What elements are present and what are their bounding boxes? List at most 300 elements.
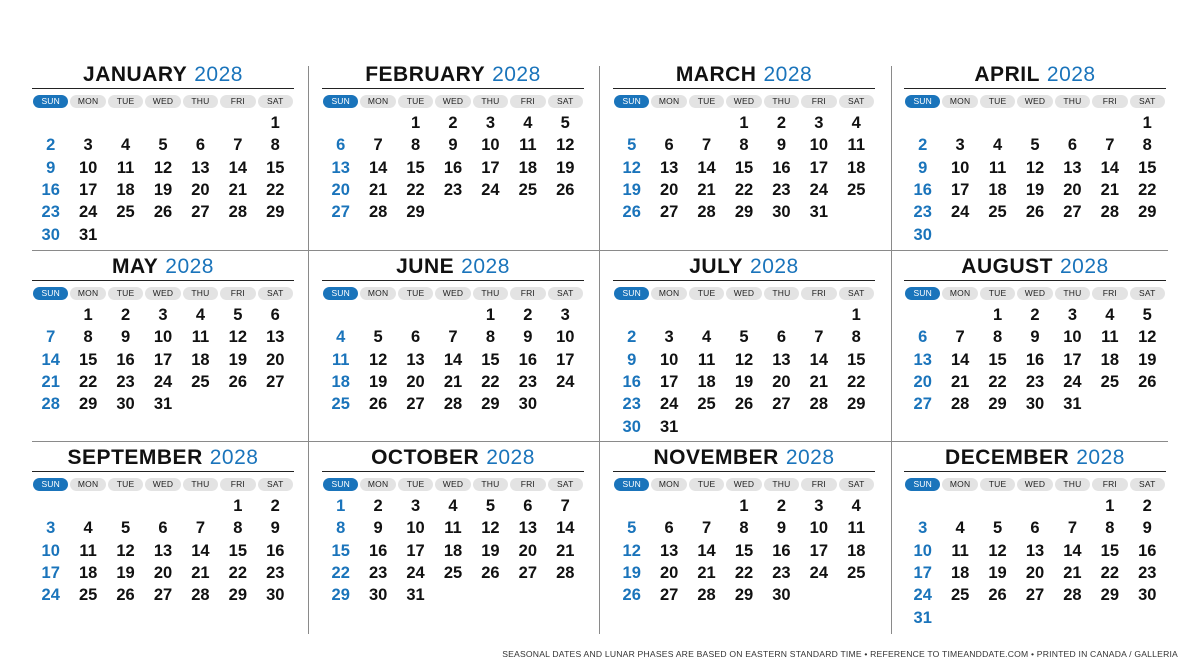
- day-cell: 15: [734, 158, 754, 177]
- weekday-fri: FRI: [510, 95, 545, 108]
- month-year: 2028: [1076, 446, 1125, 469]
- day-cell: 18: [1100, 350, 1120, 369]
- month-title: [613, 63, 875, 87]
- day-cell: 11: [191, 328, 210, 347]
- day-cell: 19: [734, 372, 754, 391]
- day-cell: 26: [622, 586, 641, 605]
- day-cell: 19: [556, 158, 575, 177]
- weekday-fri: FRI: [1092, 95, 1127, 108]
- weekday-tue: TUE: [980, 478, 1015, 491]
- day-cell: 23: [913, 203, 932, 222]
- day-cell: 4: [1105, 306, 1115, 324]
- title-rule: [32, 280, 294, 281]
- day-cell: 28: [443, 395, 463, 414]
- day-cell: 10: [809, 136, 829, 155]
- day-cell: 2: [120, 306, 131, 324]
- month-year: 2028: [750, 255, 799, 278]
- day-cell: 5: [627, 136, 637, 155]
- day-cell: 6: [410, 328, 421, 347]
- day-cell: 9: [776, 136, 786, 155]
- day-cell: 9: [627, 350, 637, 369]
- day-cell: 29: [1138, 203, 1157, 222]
- weekday-sat: SAT: [1130, 478, 1165, 491]
- day-cell: 30: [116, 395, 135, 414]
- day-cell: 20: [659, 180, 679, 199]
- weekday-tue: TUE: [108, 287, 143, 300]
- day-cell: 21: [809, 372, 829, 391]
- day-cell: 25: [331, 395, 350, 414]
- month-name: NOVEMBER: [653, 446, 779, 469]
- day-cell: 18: [443, 541, 463, 560]
- day-cell: 13: [1025, 541, 1045, 560]
- day-cell: 3: [664, 328, 674, 347]
- weekday-sat: SAT: [548, 95, 583, 108]
- weekday-thu: THU: [183, 478, 218, 491]
- day-cell: 31: [809, 203, 829, 222]
- day-cell: 16: [1138, 541, 1157, 560]
- weekday-sat: SAT: [258, 287, 293, 300]
- day-cell: 22: [481, 372, 500, 391]
- day-cell: 14: [368, 158, 388, 177]
- day-cell: 7: [955, 328, 965, 347]
- day-cell: 5: [373, 328, 383, 347]
- weekday-fri: FRI: [510, 287, 545, 300]
- weekday-wed: WED: [435, 95, 470, 108]
- day-cell: 3: [83, 136, 93, 155]
- day-cell: 26: [988, 586, 1007, 605]
- weekday-mon: MON: [360, 287, 395, 300]
- day-cell: 20: [772, 372, 791, 391]
- month-year: 2028: [165, 255, 214, 278]
- month-name: MAY: [112, 255, 159, 278]
- title-rule: [904, 88, 1166, 89]
- day-cell: 20: [659, 563, 679, 582]
- day-cell: 8: [83, 328, 93, 347]
- weekday-tue: TUE: [980, 287, 1015, 300]
- day-cell: 25: [191, 372, 210, 391]
- weekday-fri: FRI: [510, 478, 545, 491]
- day-cell: 17: [153, 350, 173, 369]
- day-cell: 10: [1063, 328, 1082, 347]
- day-cell: 20: [1063, 180, 1082, 199]
- day-cell: 10: [809, 519, 829, 538]
- day-cell: 9: [1142, 519, 1152, 538]
- day-cell: 17: [406, 541, 425, 560]
- day-cell: 11: [79, 541, 97, 560]
- weekday-mon: MON: [651, 287, 686, 300]
- day-cell: 1: [992, 306, 1003, 324]
- weekday-wed: WED: [145, 478, 180, 491]
- day-cell: 27: [153, 586, 173, 605]
- weekday-thu: THU: [183, 287, 218, 300]
- day-cell: 12: [988, 541, 1007, 560]
- day-cell: 15: [78, 350, 98, 369]
- day-cell: 14: [1063, 541, 1082, 560]
- day-cell: 16: [518, 350, 538, 369]
- day-cell: 19: [228, 350, 248, 369]
- day-cell: 27: [266, 372, 285, 391]
- weekday-header-row: [322, 95, 584, 108]
- day-cell: 17: [556, 350, 575, 369]
- day-cell: 24: [809, 180, 829, 199]
- day-cell: 13: [191, 158, 210, 177]
- day-cell: 23: [1138, 563, 1157, 582]
- day-cell: 16: [913, 180, 932, 199]
- day-cell: 16: [772, 541, 791, 560]
- day-cell: 21: [1100, 180, 1120, 199]
- month-name: APRIL: [974, 63, 1040, 86]
- day-cell: 28: [1100, 203, 1120, 222]
- day-cell: 23: [266, 563, 285, 582]
- day-cell: 23: [772, 180, 791, 199]
- day-cell: 1: [270, 114, 280, 132]
- day-cell: 28: [556, 563, 575, 582]
- weekday-fri: FRI: [220, 478, 255, 491]
- day-cell: 28: [41, 395, 60, 414]
- month-year: 2028: [1046, 63, 1096, 86]
- day-cell: 12: [622, 158, 641, 177]
- column-divider: [599, 66, 600, 634]
- day-cell: 23: [116, 372, 135, 391]
- day-cell: 26: [556, 180, 575, 199]
- weekday-tue: TUE: [108, 478, 143, 491]
- weekday-sat: SAT: [548, 287, 583, 300]
- day-cell: 31: [1063, 395, 1082, 414]
- weekday-wed: WED: [435, 478, 470, 491]
- weekday-header-row: [904, 287, 1166, 300]
- weekday-wed: WED: [726, 95, 761, 108]
- weekday-thu: THU: [1055, 287, 1090, 300]
- day-cell: 4: [955, 519, 965, 538]
- day-cell: 17: [659, 372, 679, 391]
- day-cell: 20: [331, 180, 350, 199]
- weekday-mon: MON: [651, 95, 686, 108]
- day-cell: 24: [406, 563, 425, 582]
- day-cell: 26: [368, 395, 388, 414]
- day-cell: 12: [481, 519, 500, 538]
- day-cell: 25: [950, 586, 970, 605]
- day-cell: 17: [809, 158, 829, 177]
- weekday-wed: WED: [726, 478, 761, 491]
- day-cell: 28: [228, 203, 248, 222]
- day-cell: 3: [560, 306, 570, 324]
- day-cell: 26: [622, 203, 641, 222]
- weekday-sun: SUN: [614, 95, 649, 108]
- day-cell: 29: [228, 586, 248, 605]
- day-cell: 12: [734, 350, 754, 369]
- weekday-tue: TUE: [980, 95, 1015, 108]
- day-cell: 21: [228, 180, 248, 199]
- day-cell: 28: [697, 586, 716, 605]
- month-year: 2028: [763, 63, 813, 86]
- day-cell: 3: [46, 519, 56, 538]
- day-cell: 7: [1105, 136, 1115, 155]
- column-divider: [308, 66, 309, 634]
- day-cell: 9: [373, 519, 383, 538]
- day-cell: 8: [233, 519, 243, 538]
- month-year: 2028: [209, 446, 259, 469]
- day-cell: 7: [701, 519, 712, 538]
- weekday-fri: FRI: [1092, 478, 1127, 491]
- weekday-wed: WED: [1017, 478, 1052, 491]
- weekday-fri: FRI: [1092, 287, 1127, 300]
- day-cell: 16: [368, 541, 388, 560]
- month-may: [32, 250, 294, 440]
- month-year: 2028: [486, 446, 535, 469]
- weekday-sun: SUN: [614, 478, 649, 491]
- month-title: [322, 63, 584, 87]
- day-cell: 17: [1063, 350, 1082, 369]
- day-cell: 3: [410, 497, 421, 515]
- day-cell: 29: [331, 586, 350, 605]
- day-cell: 6: [1067, 136, 1077, 155]
- weekday-wed: WED: [435, 287, 470, 300]
- weekday-sun: SUN: [33, 95, 68, 108]
- day-cell: 15: [734, 541, 754, 560]
- day-cell: 30: [772, 586, 791, 605]
- day-cell: 6: [918, 328, 928, 347]
- day-cell: 6: [664, 519, 674, 538]
- weekday-mon: MON: [942, 95, 977, 108]
- day-cell: 14: [41, 350, 60, 369]
- day-cell: 1: [1105, 497, 1115, 515]
- day-cell: 22: [734, 180, 754, 199]
- month-year: 2028: [1059, 255, 1109, 278]
- day-cell: 7: [701, 136, 712, 155]
- day-cell: 5: [739, 328, 749, 347]
- day-cell: 12: [228, 328, 248, 347]
- day-cell: 3: [814, 114, 824, 132]
- weekday-sun: SUN: [323, 287, 358, 300]
- day-cell: 7: [448, 328, 458, 347]
- day-cell: 30: [518, 395, 538, 414]
- day-cell: 3: [1067, 306, 1077, 324]
- day-cell: 2: [270, 497, 280, 515]
- weekday-fri: FRI: [220, 287, 255, 300]
- row-divider: [32, 441, 1168, 442]
- day-cell: 27: [518, 563, 538, 582]
- day-cell: 8: [410, 136, 421, 155]
- day-cell: 12: [1025, 158, 1045, 177]
- day-cell: 7: [814, 328, 824, 347]
- day-cell: 29: [734, 586, 754, 605]
- day-cell: 24: [556, 372, 575, 391]
- month-name: AUGUST: [961, 255, 1053, 278]
- day-cell: 3: [485, 114, 495, 132]
- day-cell: 13: [266, 328, 285, 347]
- title-rule: [904, 280, 1166, 281]
- weekday-thu: THU: [1055, 478, 1090, 491]
- month-september: [32, 441, 294, 631]
- weekday-fri: FRI: [801, 287, 836, 300]
- day-cell: 21: [41, 372, 60, 391]
- day-cell: 21: [191, 563, 210, 582]
- day-cell: 19: [481, 541, 500, 560]
- day-cell: 29: [734, 203, 754, 222]
- month-june: [322, 250, 584, 440]
- weekday-header-row: [32, 287, 294, 300]
- day-cell: 26: [153, 203, 173, 222]
- day-cell: 5: [485, 497, 495, 515]
- day-cell: 28: [191, 586, 210, 605]
- day-cell: 23: [41, 203, 60, 222]
- day-cell: 25: [847, 180, 866, 199]
- day-cell: 5: [560, 114, 570, 132]
- day-cell: 9: [448, 136, 458, 155]
- day-cell: 6: [523, 497, 533, 515]
- day-cell: 2: [523, 306, 533, 324]
- day-cell: 25: [988, 203, 1007, 222]
- day-cell: 10: [41, 541, 60, 560]
- day-cell: 1: [410, 114, 421, 132]
- day-cell: 21: [556, 541, 575, 560]
- month-title: [904, 446, 1166, 470]
- weekday-wed: WED: [726, 287, 761, 300]
- day-cell: 22: [266, 180, 285, 199]
- day-cell: 23: [1025, 372, 1045, 391]
- day-cell: 18: [518, 158, 538, 177]
- day-cell: 13: [331, 158, 350, 177]
- day-cell: 15: [1138, 158, 1157, 177]
- footer-note: SEASONAL DATES AND LUNAR PHASES ARE BASED ON EASTERN STANDARD TIME • REFERENCE TO TIMEANDDATE.COM • PRINTED IN CANADA / GALLERIA: [502, 649, 1178, 659]
- title-rule: [613, 88, 875, 89]
- day-cell: 19: [1138, 350, 1157, 369]
- day-cell: 24: [1063, 372, 1082, 391]
- day-cell: 4: [992, 136, 1003, 155]
- day-cell: 2: [373, 497, 383, 515]
- day-cell: 11: [116, 158, 135, 177]
- day-cell: 22: [406, 180, 425, 199]
- month-title: [322, 255, 584, 279]
- day-cell: 6: [158, 519, 168, 538]
- day-cell: 2: [776, 497, 786, 515]
- weekday-header-row: [32, 95, 294, 108]
- weekday-thu: THU: [764, 95, 799, 108]
- weekday-sun: SUN: [323, 478, 358, 491]
- day-cell: 29: [988, 395, 1007, 414]
- day-cell: 4: [851, 114, 861, 132]
- day-cell: 21: [368, 180, 388, 199]
- weekday-mon: MON: [651, 478, 686, 491]
- weekday-sat: SAT: [839, 287, 874, 300]
- month-name: OCTOBER: [371, 446, 480, 469]
- day-cell: 15: [1100, 541, 1120, 560]
- day-cell: 6: [776, 328, 786, 347]
- weekday-sun: SUN: [614, 287, 649, 300]
- weekday-sun: SUN: [905, 478, 940, 491]
- day-cell: 16: [41, 180, 60, 199]
- day-cell: 28: [368, 203, 388, 222]
- day-cell: 21: [697, 563, 716, 582]
- day-cell: 4: [701, 328, 712, 347]
- day-cell: 22: [1100, 563, 1120, 582]
- day-cell: 30: [1138, 586, 1157, 605]
- day-cell: 31: [659, 417, 679, 436]
- day-cell: 1: [485, 306, 495, 324]
- day-cell: 12: [153, 158, 173, 177]
- day-cell: 17: [913, 563, 932, 582]
- day-cell: 27: [406, 395, 425, 414]
- day-cell: 16: [266, 541, 285, 560]
- day-cell: 14: [228, 158, 248, 177]
- day-cell: 27: [331, 203, 350, 222]
- month-title: [904, 63, 1166, 87]
- day-cell: 21: [443, 372, 463, 391]
- day-cell: 6: [195, 136, 205, 155]
- day-cell: 4: [523, 114, 533, 132]
- day-cell: 30: [368, 586, 388, 605]
- day-cell: 7: [1067, 519, 1077, 538]
- day-cell: 29: [78, 395, 98, 414]
- day-cell: 20: [266, 350, 285, 369]
- day-cell: 18: [331, 372, 350, 391]
- day-cell: 19: [622, 563, 641, 582]
- day-cell: 24: [481, 180, 500, 199]
- day-cell: 12: [622, 541, 641, 560]
- weekday-header-row: [613, 287, 875, 300]
- month-january: [32, 58, 294, 248]
- day-cell: 2: [776, 114, 786, 132]
- day-cell: 5: [158, 136, 168, 155]
- day-cell: 12: [556, 136, 575, 155]
- day-cell: 31: [78, 225, 98, 244]
- weekday-sun: SUN: [905, 287, 940, 300]
- day-cell: 8: [739, 519, 749, 538]
- day-cell: 22: [734, 563, 754, 582]
- day-cell: 24: [913, 586, 932, 605]
- day-cell: 29: [481, 395, 500, 414]
- row-divider: [32, 250, 1168, 251]
- title-rule: [904, 471, 1166, 472]
- day-cell: 26: [1025, 203, 1045, 222]
- month-april: [904, 58, 1166, 248]
- weekday-sat: SAT: [839, 95, 874, 108]
- day-cell: 24: [153, 372, 173, 391]
- day-cell: 4: [448, 497, 458, 515]
- day-cell: 27: [659, 203, 679, 222]
- weekday-header-row: [322, 287, 584, 300]
- weekday-sat: SAT: [548, 478, 583, 491]
- weekday-mon: MON: [942, 287, 977, 300]
- day-cell: 16: [622, 372, 641, 391]
- title-rule: [322, 471, 584, 472]
- day-cell: 8: [992, 328, 1003, 347]
- day-cell: 20: [1025, 563, 1045, 582]
- title-rule: [322, 88, 584, 89]
- day-cell: 13: [913, 350, 932, 369]
- day-cell: 2: [448, 114, 458, 132]
- title-rule: [32, 88, 294, 89]
- month-november: [613, 441, 875, 631]
- weekday-tue: TUE: [398, 478, 433, 491]
- month-february: [322, 58, 584, 248]
- day-cell: 19: [116, 563, 135, 582]
- weekday-mon: MON: [70, 95, 105, 108]
- day-cell: 15: [331, 541, 350, 560]
- day-cell: 6: [270, 306, 280, 324]
- day-cell: 28: [809, 395, 829, 414]
- weekday-mon: MON: [942, 478, 977, 491]
- day-cell: 22: [847, 372, 866, 391]
- day-cell: 26: [1138, 372, 1157, 391]
- day-cell: 24: [950, 203, 970, 222]
- weekday-header-row: [904, 478, 1166, 491]
- month-august: [904, 250, 1166, 440]
- day-cell: 13: [659, 158, 679, 177]
- day-cell: 4: [336, 328, 346, 347]
- weekday-thu: THU: [764, 287, 799, 300]
- day-cell: 1: [739, 497, 749, 515]
